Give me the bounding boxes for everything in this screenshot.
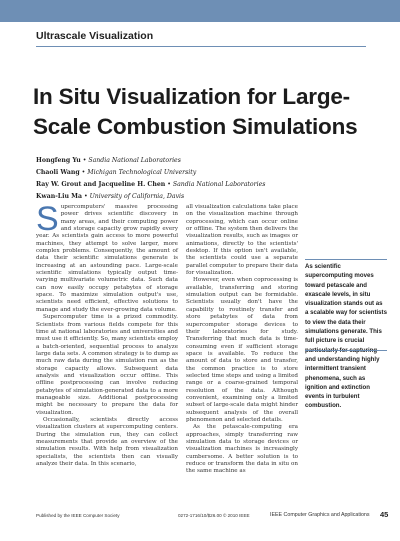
footer-publisher: Published by the IEEE Computer Society xyxy=(36,513,120,518)
pullquote: As scientific supercomputing moves toward petascale and exascale levels, in situ visualization stands out as a scalable way for scientists to view the data their simulations generate. This full picture is crucial and understanding highly intermittent transient phenomena, such as ignition and extinction events in turbulent combustion. xyxy=(305,263,387,410)
paragraph: Supercomputer time is a prized commodity. Scientists from various fields compete for this time at national laboratories and universities and must use it efficiently. So, many scientists employ a batch-oriented, sequential process to analyze large data sets. A common strategy is to dump as much raw data during the simulation run as the storage capacity allows. Subsequent data analysis and visualization occur offline. This offline postprocessing can involve reducing petabytes of simulation-generated data to a more manageable size. Additional postprocessing might be necessary to prepare the data for visualization. xyxy=(36,314,178,416)
footer-magazine: IEEE Computer Graphics and Applications xyxy=(270,512,370,518)
top-color-bar xyxy=(0,0,400,22)
author-affiliation: University of California, Davis xyxy=(89,193,185,200)
page-number: 45 xyxy=(380,510,389,519)
author-line-2: Chaoli Wang • Michigan Technological University xyxy=(36,169,197,176)
paragraph xyxy=(36,200,178,314)
author-affiliation: Michigan Technological University xyxy=(87,169,197,176)
author-names: Kwan-Liu Ma xyxy=(36,193,82,200)
paragraph: Occasionally, scientists directly access visualization clusters at supercomputing centers. During the simulation run, they can collect measurements that provide an overview of the simulation results. With help from visualization specialists, the scientists then can visually analyze their data. In this scenario, xyxy=(36,416,178,468)
author-affiliation: Sandia National Laboratories xyxy=(88,157,181,164)
author-line-1: Hongfeng Yu • Sandia National Laboratories xyxy=(36,157,181,164)
author-names: Hongfeng Yu xyxy=(36,157,81,164)
article-title: In Situ Visualization for Large-Scale Combustion Simulations xyxy=(33,84,358,139)
body-column-2 xyxy=(186,204,298,476)
paragraph-text: upercomputers' massive processing power drives scientific discovery in many areas, and their computing power and storage capacity grow rapidly every year. As scientists gain access to more powerful machines, they attempt to solve larger, more complex problems. Consequently, the amount of data their scientific simulations generate is increasing at an astounding pace. Large-scale scientific simulations typically output time-varying multivariate volumetric data. Such data can now easily occupy petabytes of storage space. To maximize simulation output's use, scientists need efficient, effective solutions to manage and study the ever-growing data volume. xyxy=(36,204,178,313)
paragraph: However, even when coprocessing is available, transferring and storing simulation output can be formidable. Scientists usually don't have the capability to routinely transfer and store petabytes of data from supercomputer storage devices to their laboratories for study. Transferring that much data is time-consuming even if sufficient storage space is available. To reduce the amount of data to store and transfer, the common practice is to store selected time steps and using a limited range or a coarse-grained temporal resolution of the data. Although convenient, examining only a limited subset of large-scale data might hinder subsequent analysis of the overall phenomenon and selected details. xyxy=(186,277,298,423)
author-affiliation: Sandia National Laboratories xyxy=(172,181,266,188)
pullquote-rule-top xyxy=(305,259,387,260)
section-label: Ultrascale Visualization xyxy=(36,30,154,42)
author-line-3: Ray W. Grout and Jacqueline H. Chen • Sandia National Laboratories xyxy=(36,181,266,188)
author-names: Chaoli Wang xyxy=(36,169,80,176)
paragraph: all visualization calculations take place on the visualization machine through coprocessing, which can occur online or offline. The system then delivers the visualization results, such as images or animations, directly to the scientists' desktop. If this option isn't available, the scientists could use a separate parallel computer to prepare their data for visualization. xyxy=(186,204,298,277)
author-line-4: Kwan-Liu Ma • University of California, Davis xyxy=(36,193,185,200)
body-column-1 xyxy=(36,200,178,468)
author-names: Ray W. Grout and Jacqueline H. Chen xyxy=(36,181,166,188)
footer-code: 0272-1716/10/$26.00 © 2010 IEEE xyxy=(178,513,250,518)
drop-cap: S xyxy=(36,200,59,238)
header-rule xyxy=(36,46,366,47)
paragraph: As the petascale-computing era approaches, simply transferring raw simulation data to storage devices or visualization machines is increasingly cumbersome. A better solution is to reduce or transform the data in situ on the same machine as xyxy=(186,424,298,475)
pullquote-rule-bottom xyxy=(305,350,387,351)
